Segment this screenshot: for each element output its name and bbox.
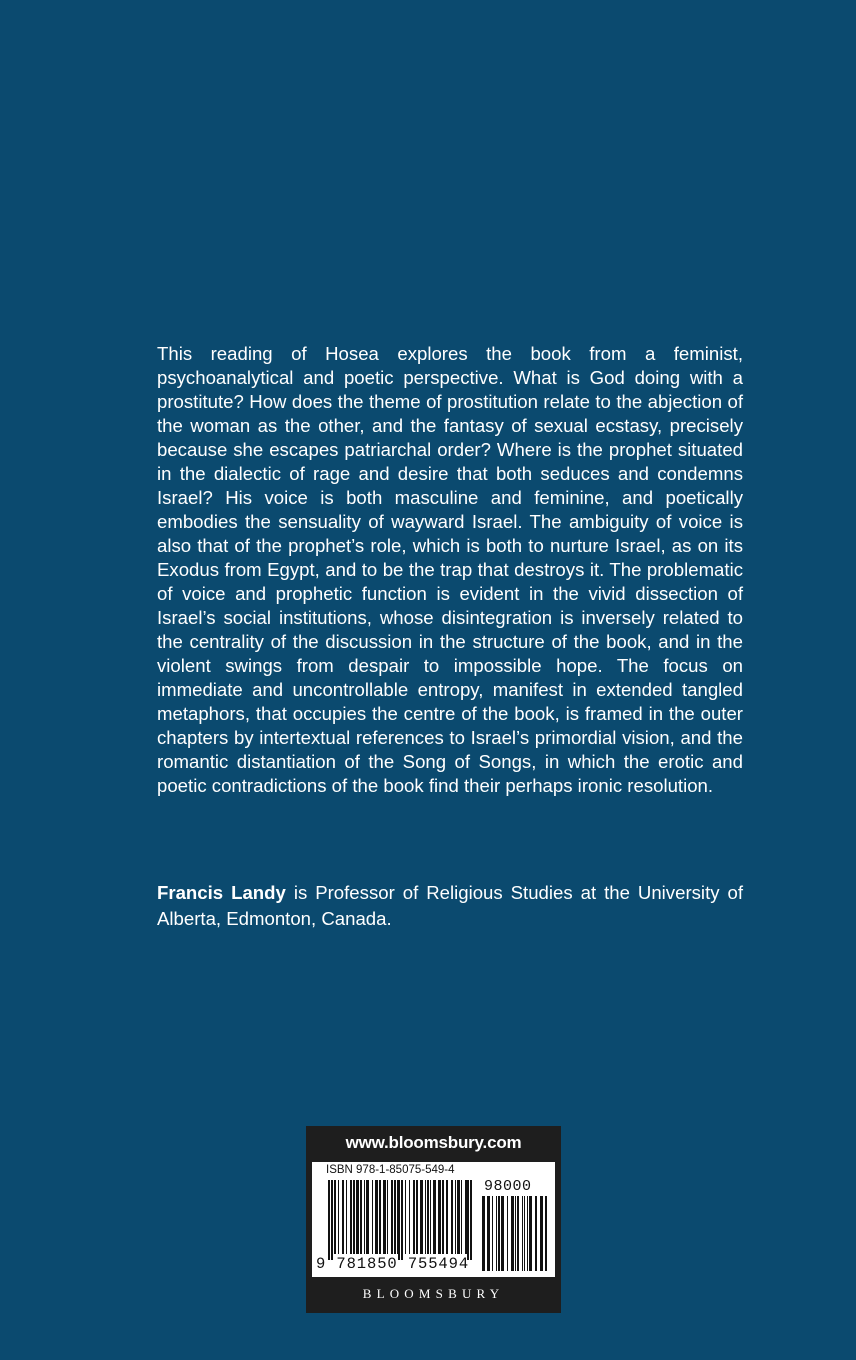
publisher-url[interactable]: www.bloomsbury.com — [345, 1133, 522, 1152]
isbn-label: ISBN 978-1-85075-549-4 — [326, 1164, 455, 1176]
barcode-main-digits: 9 781850 755494 — [316, 1255, 470, 1273]
author-name: Francis Landy — [157, 882, 286, 903]
publisher-wordmark: BLOOMSBURY — [362, 1286, 505, 1301]
back-cover-blurb: This reading of Hosea explores the book from a feminist, psychoanalytical and poetic perspective. What is God doing with a prostitute? How does the theme of prostitution relate to the abjection of the woman as the other, and the fantasy of sexual ecstasy, precisely because she escapes patriarchal order? Where is the prophet situated in the dialectic of rage and desire that both seduces and condemns Israel? His voice is both masculine and feminine, and poetically embodies the sensuality of wayward Israel. The ambiguity of voice is also that of the prophet’s role, which is both to nurture Israel, as on its Exodus from Egypt, and to be the trap that destroys it. The problematic of voice and prophetic function is evident in the vivid dissection of Israel’s social institutions, whose disintegration is inversely related to the centrality of the discussion in the structure of the book, and in the violent swings from despair to impossible hope. The focus on immediate and uncontrollable entropy, manifest in extended tangled metaphors, that occupies the centre of the book, is framed in the outer chapters by intertextual references to Israel’s primordial vision, and the romantic distantiation of the Song of Songs, in which the erotic and poetic contradictions of the book find their perhaps ironic resolution. — [157, 343, 743, 796]
barcode-box — [312, 1162, 555, 1277]
barcode-panel — [306, 1126, 561, 1313]
author-bio — [157, 880, 743, 932]
barcode-addon-digits: 98000 — [484, 1178, 532, 1195]
author-bio-text: is Professor of Religious Studies at the University of Alberta, Edmonton, Canada. — [157, 882, 743, 929]
